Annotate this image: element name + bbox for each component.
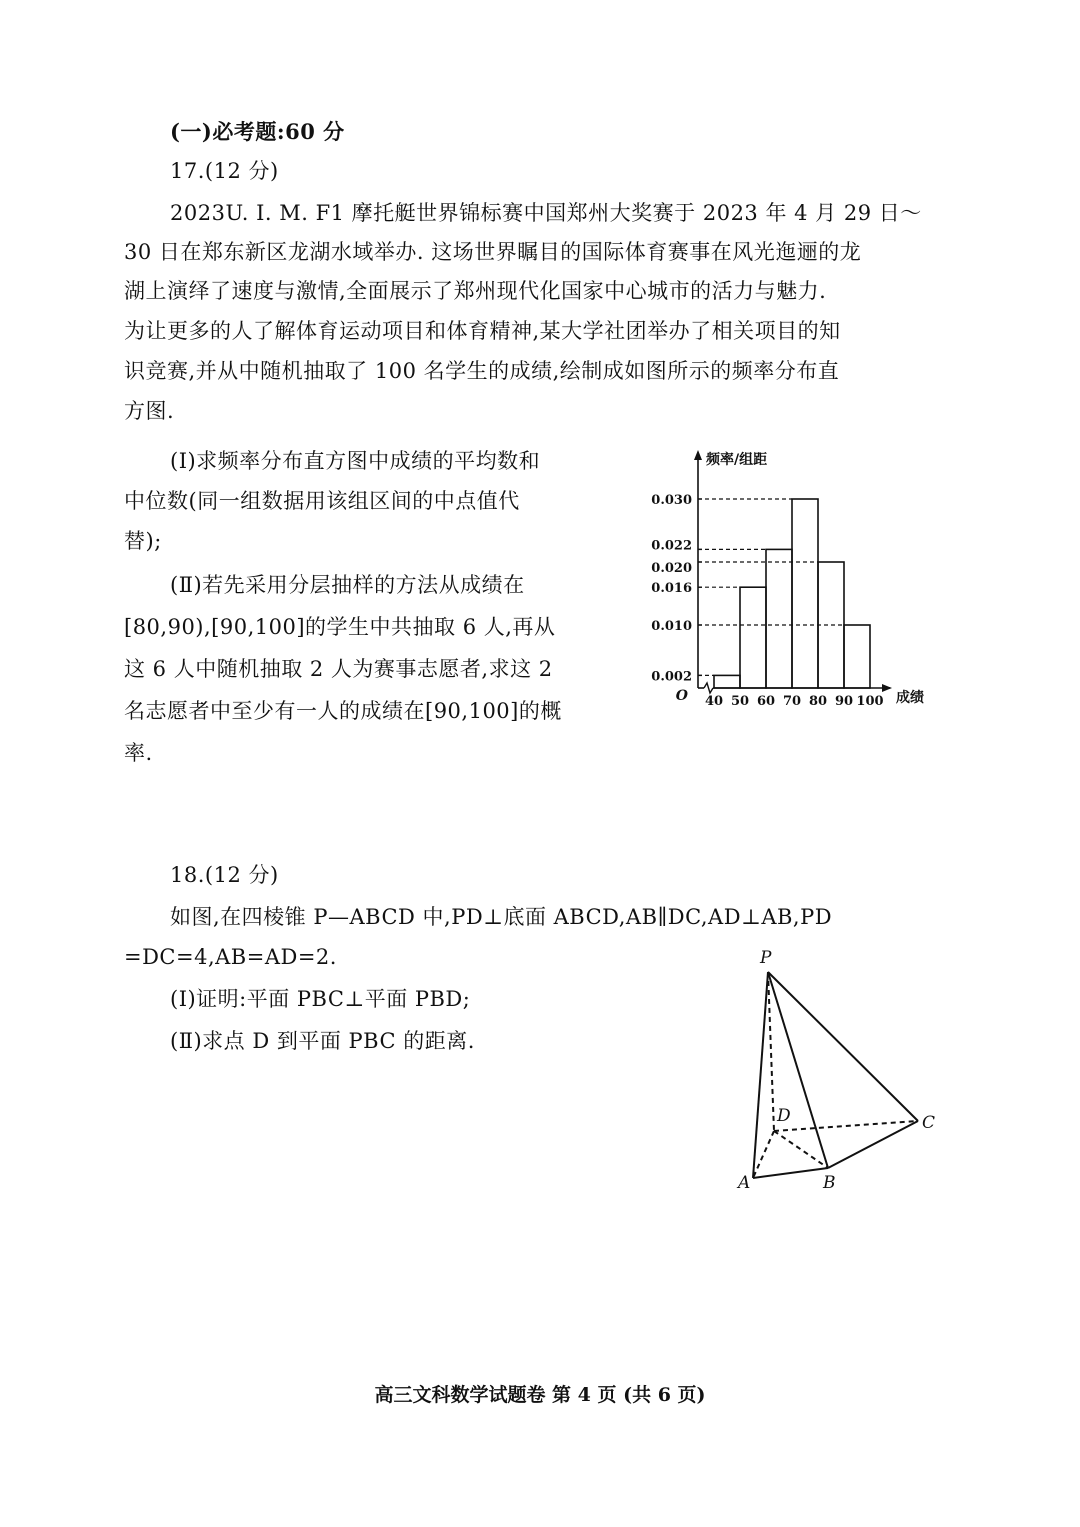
label-b: B [823,1173,836,1193]
origin-label: O [675,688,688,704]
q17-part2-line: [80,90),[90,100]的学生中共抽取 6 人,再从 [124,615,556,639]
x-axis-label: 成绩 [896,690,924,706]
edge-ab [753,1168,828,1178]
y-axis-arrow [694,450,702,460]
y-tick-label: 0.022 [651,538,692,554]
q17-part1-line: 中位数(同一组数据用该组区间的中点值代 [124,489,520,513]
x-tick-label: 60 [756,694,776,709]
label-a: A [738,1173,751,1193]
x-tick-label: 40 [704,694,724,709]
q17-intro-line: 为让更多的人了解体育运动项目和体育精神,某大学社团举办了相关项目的知 [124,319,841,343]
q17-intro-line: 识竞赛,并从中随机抽取了 100 名学生的成绩,绘制成如图所示的频率分布直 [124,359,840,383]
histogram-bar [766,549,792,688]
x-tick-label: 50 [730,694,750,709]
q17-intro-line: 30 日在郑东新区龙湖水域举办. 这场世界瞩目的国际体育赛事在风光迤逦的龙 [124,240,862,264]
q17-intro-line: 2023U. I. M. F1 摩托艇世界锦标赛中国郑州大奖赛于 2023 年 4 月 29 日～ [170,201,922,225]
label-p: P [760,948,772,968]
q17-part2-line: 这 6 人中随机抽取 2 人为赛事志愿者,求这 2 [124,657,553,681]
edge-bc [828,1121,918,1168]
histogram-bar [792,499,818,688]
q18-intro-line: =DC=4,AB=AD=2. [124,945,337,969]
edge-dc [774,1121,918,1131]
q17-intro-line: 湖上演绎了速度与激情,全面展示了郑州现代化国家中心城市的活力与魅力. [124,279,827,303]
edge-db [774,1131,828,1168]
x-tick-label: 100 [856,694,884,709]
q17-part1-line: 替); [124,529,162,553]
histogram-bar [740,587,766,688]
section-title: (一)必考题:60 分 [170,119,345,144]
label-d: D [777,1106,791,1126]
y-tick-label: 0.016 [651,581,692,597]
histogram-bar [844,625,870,688]
page-footer: 高三文科数学试题卷 第 4 页 (共 6 页) [374,1384,706,1406]
edge-pd [768,972,774,1131]
q17-part2-line: 名志愿者中至少有一人的成绩在[90,100]的概 [124,699,562,723]
pyramid-figure [730,945,950,1195]
q18-part2: (Ⅱ)求点 D 到平面 PBC 的距离. [170,1029,475,1053]
q18-number: 18.(12 分) [170,863,279,887]
y-tick-label: 0.020 [651,561,692,576]
x-axis-arrow [882,684,892,692]
q18-intro-line: 如图,在四棱锥 P—ABCD 中,PD⊥底面 ABCD,AB∥DC,AD⊥AB,PD [170,905,833,929]
x-tick-label: 70 [782,694,802,709]
q17-number: 17.(12 分) [170,159,279,183]
histogram-bar [714,675,740,688]
frequency-histogram [630,440,950,720]
y-axis-label: 频率/组距 [706,452,768,468]
q17-part1-line: (Ⅰ)求频率分布直方图中成绩的平均数和 [170,449,541,473]
label-c: C [922,1113,936,1133]
q18-part1: (Ⅰ)证明:平面 PBC⊥平面 PBD; [170,987,471,1011]
q17-part2-line: 率. [124,741,153,765]
y-tick-label: 0.010 [651,619,692,634]
x-axis-break [704,683,713,693]
q17-intro-line: 方图. [124,399,175,423]
x-tick-label: 80 [808,694,828,709]
y-tick-label: 0.030 [651,493,692,508]
y-tick-label: 0.002 [651,669,692,685]
x-tick-label: 90 [834,694,854,709]
q17-part2-line: (Ⅱ)若先采用分层抽样的方法从成绩在 [170,573,525,597]
